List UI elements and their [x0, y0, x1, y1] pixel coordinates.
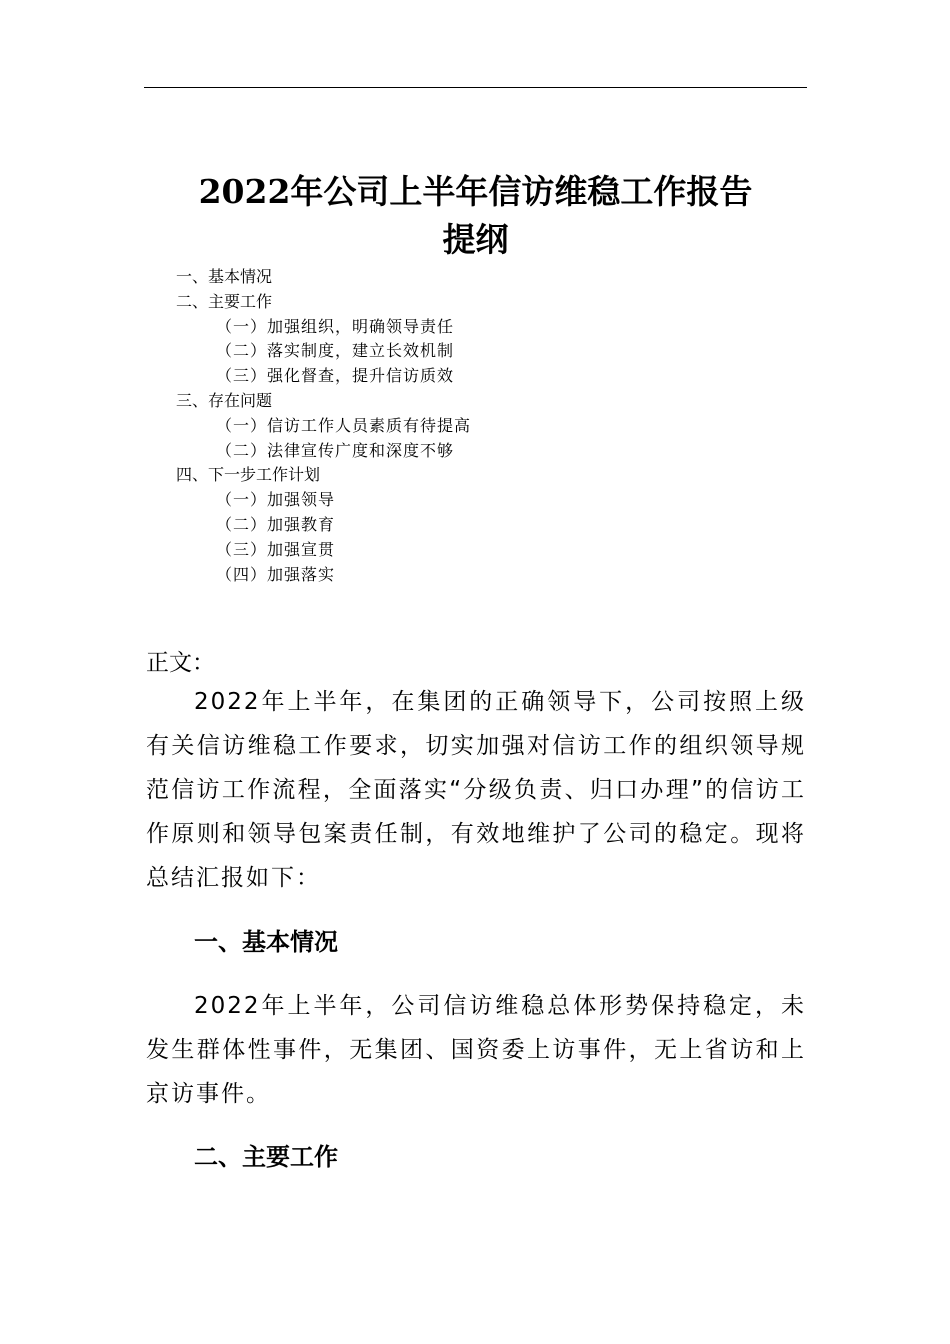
outline-subitem-organization: （一）加强组织，明确领导责任 [216, 316, 455, 336]
section-heading-main-work: 二、主要工作 [194, 1143, 338, 1171]
section-heading-basic-situation: 一、基本情况 [194, 928, 338, 956]
outline-list [176, 265, 776, 587]
basic-situation-paragraph: 2022年上半年，公司信访维稳总体形势保持稳定，未发生群体性事件，无集团、国资委上访事件，无上省访和上京访事件。 [146, 993, 806, 1107]
outline-subitem-legal-publicity: （二）法律宣传广度和深度不够 [216, 440, 455, 460]
outline-subitem-implementation: （四）加强落实 [216, 564, 336, 584]
outline-subitem-education: （二）加强教育 [216, 514, 336, 534]
intro-paragraph: 2022年上半年，在集团的正确领导下，公司按照上级有关信访维稳工作要求，切实加强对信访工作的组织领导规范信访工作流程，全面落实“分级负责、归口办理”的信访工作原则和领导包案责任制，有效地维护了公司的稳定。现将总结汇报如下： [146, 689, 806, 891]
header-rule [144, 87, 807, 88]
outline-item-next-plan: 四、下一步工作计划 [176, 465, 321, 485]
outline-subitem-leadership: （一）加强领导 [216, 490, 336, 510]
outline-item-basic-situation: 一、基本情况 [176, 267, 273, 286]
outline-item-main-work: 二、主要工作 [176, 291, 273, 311]
document-title [144, 168, 807, 264]
body-label: 正文： [146, 650, 215, 676]
document-title-line-1: 2022年公司上半年信访维稳工作报告 [198, 172, 753, 211]
document-title-line-2: 提纲 [442, 220, 509, 259]
outline-subitem-staff-quality: （一）信访工作人员素质有待提高 [216, 415, 472, 435]
outline-subitem-system: （二）落实制度，建立长效机制 [216, 341, 455, 361]
outline-subitem-publicity: （三）加强宣贯 [216, 539, 336, 559]
outline-item-problems: 三、存在问题 [176, 390, 273, 410]
outline-subitem-supervision: （三）强化督查，提升信访质效 [216, 366, 455, 386]
